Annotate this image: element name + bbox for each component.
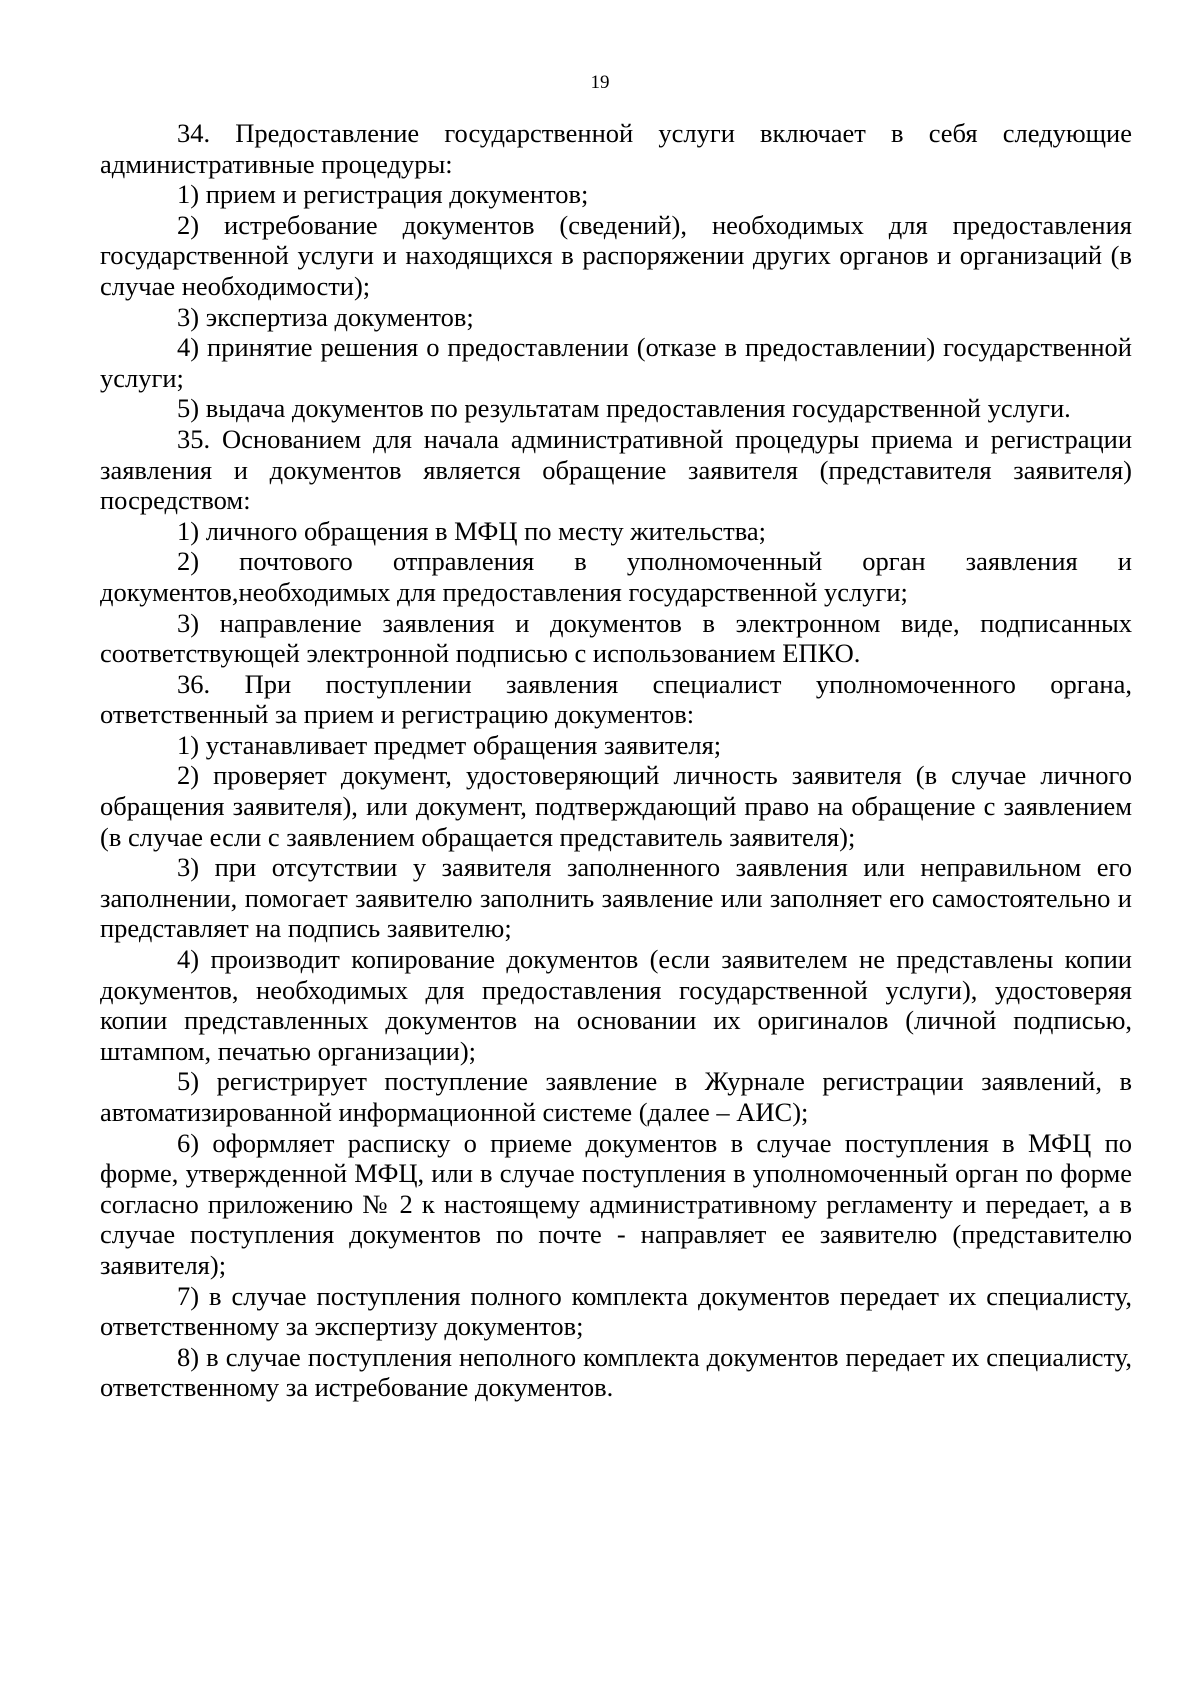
list-item: 4) принятие решения о предоставлении (отказе в предоставлении) государственной услуги;	[100, 332, 1132, 393]
list-item: 3) экспертиза документов;	[177, 301, 474, 332]
list-item: 2) проверяет документ, удостоверяющий личность заявителя (в случае личного обращения заявителя), или документ, подтверждающий право на обращение с заявлением (в случае если с заявлением обращается представитель заявителя);	[100, 760, 1132, 852]
list-item: 7) в случае поступления полного комплекта документов передает их специалисту, ответственному за экспертизу документов;	[100, 1280, 1132, 1342]
list-item: 5) регистрирует поступление заявление в Журнале регистрации заявлений, в автоматизированной информационной системе (далее – АИС);	[100, 1066, 1132, 1127]
list-item: 2) почтового отправления в уполномоченный орган заявления и документов,необходимых для предоставления государственной услуги;	[100, 546, 1132, 607]
paragraph-35-intro: 35. Основанием для начала административной процедуры приема и регистрации заявления и документов является обращение заявителя (представителя заявителя) посредством:	[100, 423, 1132, 516]
list-item: 5) выдача документов по результатам предоставления государственной услуги.	[177, 393, 1071, 424]
list-item: 2) истребование документов (сведений), необходимых для предоставления государственной услуги и находящихся в распоряжении других органов и организаций (в случае необходимости);	[100, 209, 1132, 301]
list-item: 8) в случае поступления неполного комплекта документов передает их специалисту, ответственному за истребование документов.	[100, 1341, 1132, 1403]
page-number: 19	[590, 72, 610, 93]
document-body	[100, 118, 1132, 1403]
list-item: 1) устанавливает предмет обращения заявителя;	[177, 729, 722, 760]
list-item: 1) прием и регистрация документов;	[177, 179, 589, 210]
list-item: 4) производит копирование документов (если заявителем не представлены копии документов, необходимых для предоставления государственной услуги), удостоверяя копии представленных документов на основании их оригиналов (личной подписью, штампом, печатью организации);	[100, 944, 1132, 1066]
list-item: 6) оформляет расписку о приеме документов в случае поступления в МФЦ по форме, утвержденной МФЦ, или в случае поступления в уполномоченный орган по форме согласно приложению № 2 к настоящему административному регламенту и передает, а в случае поступления документов по почте - направляет ее заявителю (представителю заявителя);	[100, 1127, 1132, 1280]
paragraph-36-intro: 36. При поступлении заявления специалист уполномоченного органа, ответственный за прием и регистрацию документов:	[100, 668, 1132, 730]
list-item: 1) личного обращения в МФЦ по месту жительства;	[177, 515, 766, 546]
list-item: 3) направление заявления и документов в электронном виде, подписанных соответствующей электронной подписью с использованием ЕПКО.	[100, 607, 1132, 669]
list-item: 3) при отсутствии у заявителя заполненного заявления или неправильном его заполнении, помогает заявителю заполнить заявление или заполняет его самостоятельно и представляет на подпись заявителю;	[100, 852, 1132, 944]
paragraph-34-intro: 34. Предоставление государственной услуги включает в себя следующие административные процедуры:	[100, 118, 1132, 179]
